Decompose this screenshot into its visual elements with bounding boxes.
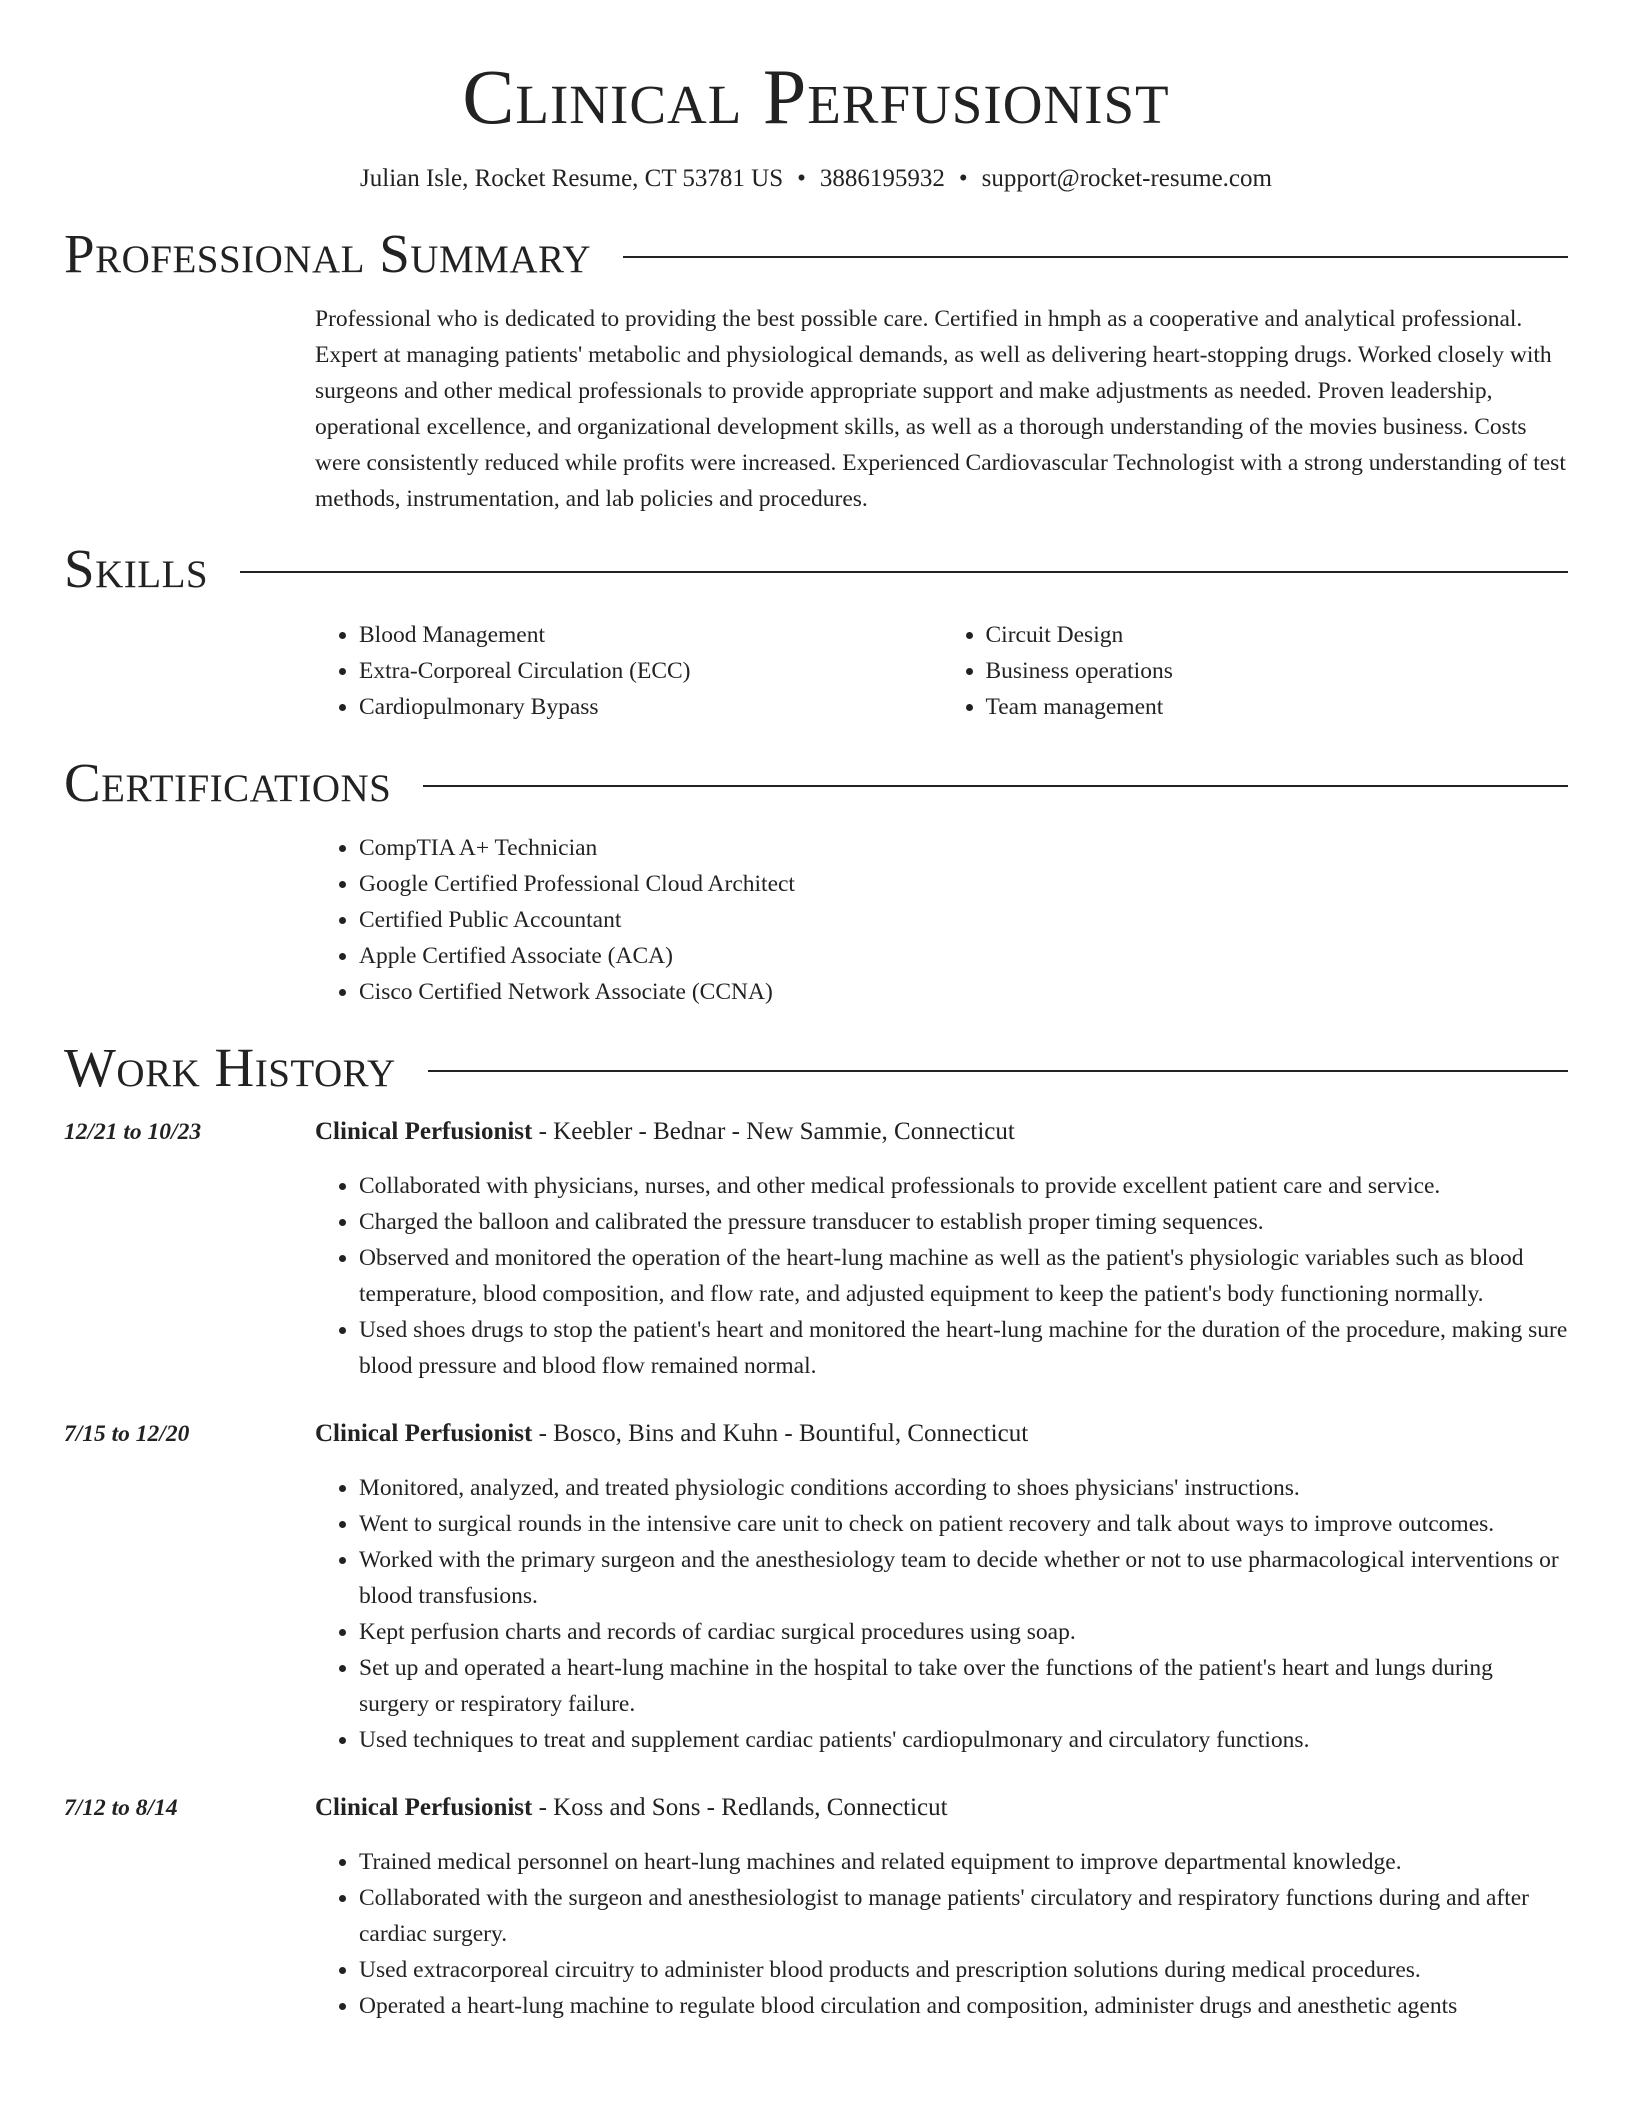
summary-section-header bbox=[64, 224, 1568, 285]
job-role: Clinical Perfusionist bbox=[315, 1420, 533, 1447]
list-item: • Cardiopulmonary Bypass bbox=[359, 689, 942, 725]
list-item: • CompTIA A+ Technician bbox=[359, 830, 1568, 866]
section-divider bbox=[623, 256, 1568, 258]
job-header bbox=[315, 1416, 1568, 1452]
summary-text: Professional who is dedicated to providing the best possible care. Certified in hmph as a cooperative and analytical professional. Expert at managing patients' metabolic and physiological demands, as well as delivering heart-stopping drugs. Worked closely with surgeons and other medical professionals to provide appropriate support and make adjustments as needed. Proven leadership, operational excellence, and organizational development skills, as well as a thorough understanding of the movies business. Costs were consistently reduced while profits were increased. Experienced Cardiovascular Technologist with a strong understanding of test methods, instrumentation, and lab policies and procedures. bbox=[315, 305, 1566, 512]
list-item: • Used techniques to treat and supplement cardiac patients' cardiopulmonary and circulatory functions. bbox=[359, 1722, 1568, 1758]
list-item: • Extra-Corporeal Circulation (ECC) bbox=[359, 653, 942, 689]
skills-heading: Skills bbox=[64, 537, 209, 599]
list-item: • Blood Management bbox=[359, 617, 942, 653]
section-divider bbox=[428, 1070, 1568, 1072]
skills-column-right bbox=[942, 617, 1569, 725]
job-employer: - Bosco, Bins and Kuhn - Bountiful, Connecticut bbox=[532, 1420, 1029, 1447]
job-employer: - Keebler - Bednar - New Sammie, Connecticut bbox=[532, 1118, 1015, 1145]
list-item: • Circuit Design bbox=[986, 617, 1569, 653]
job-bullets bbox=[315, 1168, 1568, 1384]
contact-separator: • bbox=[958, 165, 968, 192]
list-item: • Used extracorporeal circuitry to administer blood products and prescription solutions during medical procedures. bbox=[359, 1952, 1568, 1988]
list-item: • Observed and monitored the operation of the heart-lung machine as well as the patient's physiologic variables such as blood temperature, blood composition, and flow rate, and adjusted equipment to keep the patient's body functioning normally. bbox=[359, 1240, 1568, 1312]
list-item: • Google Certified Professional Cloud Architect bbox=[359, 866, 1568, 902]
list-item: • Worked with the primary surgeon and the anesthesiology team to decide whether or not to use pharmacological interventions or blood transfusions. bbox=[359, 1542, 1568, 1614]
list-item: • Cisco Certified Network Associate (CCNA) bbox=[359, 974, 1568, 1010]
list-item: • Used shoes drugs to stop the patient's heart and monitored the heart-lung machine for the duration of the procedure, making sure blood pressure and blood flow remained normal. bbox=[359, 1312, 1568, 1384]
job-role: Clinical Perfusionist bbox=[315, 1794, 533, 1821]
job-entry bbox=[64, 1416, 1568, 1758]
job-header bbox=[315, 1114, 1568, 1150]
job-employer: - Koss and Sons - Redlands, Connecticut bbox=[532, 1794, 948, 1821]
job-bullets bbox=[315, 1844, 1568, 2024]
summary-body bbox=[315, 301, 1568, 517]
skills-section-header bbox=[64, 539, 1568, 600]
list-item: • Monitored, analyzed, and treated physiologic conditions according to shoes physicians' instructions. bbox=[359, 1470, 1568, 1506]
list-item: • Business operations bbox=[986, 653, 1569, 689]
contact-email: support@rocket-resume.com bbox=[981, 165, 1272, 192]
certifications-section-header bbox=[64, 753, 1568, 814]
list-item: • Charged the balloon and calibrated the pressure transducer to establish proper timing sequences. bbox=[359, 1204, 1568, 1240]
resume-page bbox=[64, 0, 1568, 2024]
page-title: Clinical Perfusionist bbox=[462, 53, 1170, 140]
certifications-heading: Certifications bbox=[64, 752, 392, 813]
list-item: • Trained medical personnel on heart-lung machines and related equipment to improve departmental knowledge. bbox=[359, 1844, 1568, 1880]
list-item: • Team management bbox=[986, 689, 1569, 725]
job-entry bbox=[64, 1790, 1568, 2024]
job-dates: 7/15 to 12/20 bbox=[64, 1421, 190, 1447]
section-divider bbox=[423, 785, 1568, 787]
list-item: • Apple Certified Associate (ACA) bbox=[359, 938, 1568, 974]
job-role: Clinical Perfusionist bbox=[315, 1118, 533, 1145]
contact-phone: 3886195932 bbox=[819, 165, 945, 192]
section-divider bbox=[240, 571, 1568, 573]
job-bullets bbox=[315, 1470, 1568, 1758]
list-item: • Collaborated with physicians, nurses, and other medical professionals to provide excellent patient care and service. bbox=[359, 1168, 1568, 1204]
summary-heading: Professional Summary bbox=[64, 223, 592, 284]
list-item: • Went to surgical rounds in the intensive care unit to check on patient recovery and talk about ways to improve outcomes. bbox=[359, 1506, 1568, 1542]
job-dates: 12/21 to 10/23 bbox=[64, 1119, 202, 1145]
skills-column-left bbox=[315, 617, 942, 725]
contact-line bbox=[64, 164, 1568, 194]
skills-list bbox=[315, 617, 1568, 725]
list-item: • Kept perfusion charts and records of cardiac surgical procedures using soap. bbox=[359, 1614, 1568, 1650]
list-item: • Certified Public Accountant bbox=[359, 902, 1568, 938]
list-item: • Operated a heart-lung machine to regulate blood circulation and composition, administer drugs and anesthetic agents bbox=[359, 1988, 1568, 2024]
work-history-section-header bbox=[64, 1038, 1568, 1099]
job-dates: 7/12 to 8/14 bbox=[64, 1795, 178, 1821]
certifications-list bbox=[315, 830, 1568, 1010]
contact-separator: • bbox=[797, 165, 806, 192]
job-entry bbox=[64, 1114, 1568, 1384]
list-item: • Set up and operated a heart-lung machine in the hospital to take over the functions of the patient's heart and lungs during surgery or respiratory failure. bbox=[359, 1650, 1568, 1722]
list-item: • Collaborated with the surgeon and anesthesiologist to manage patients' circulatory and respiratory functions during and after cardiac surgery. bbox=[359, 1880, 1568, 1952]
work-history-heading: Work History bbox=[64, 1036, 396, 1098]
contact-address: Julian Isle, Rocket Resume, CT 53781 US bbox=[360, 165, 784, 192]
job-header bbox=[315, 1790, 1568, 1826]
